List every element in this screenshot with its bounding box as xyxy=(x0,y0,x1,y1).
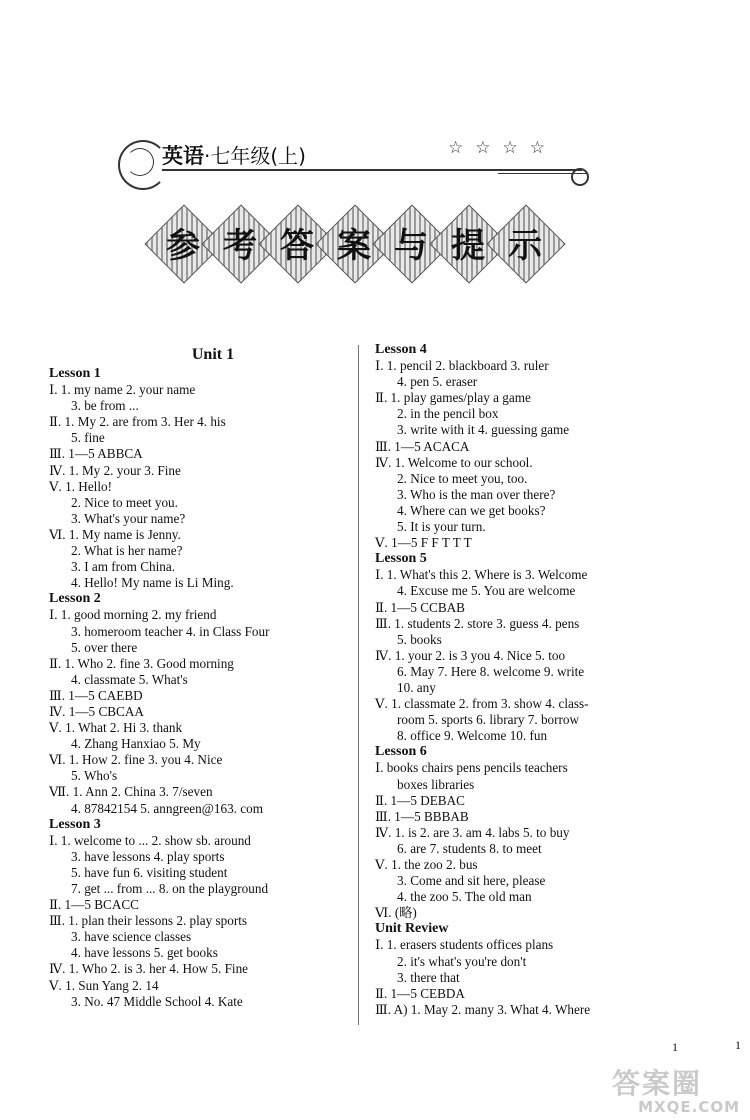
answer-line: 4. 87842154 5. anngreen@163. com xyxy=(71,800,263,816)
answer-line: Ⅴ. 1. What 2. Hi 3. thank xyxy=(49,720,183,736)
answer-line: Ⅰ. 1. welcome to ... 2. show sb. around xyxy=(49,832,251,848)
answer-line: 2. in the pencil box xyxy=(397,406,499,422)
answer-line: Ⅱ. 1—5 BCACC xyxy=(49,897,139,913)
answer-line: 3. Who is the man over there? xyxy=(397,486,556,502)
answer-line: 2. Nice to meet you. xyxy=(71,494,178,510)
answer-line: Ⅰ. 1. my name 2. your name xyxy=(49,382,196,398)
book-title: 英语·七年级(上) xyxy=(162,144,306,168)
answer-line: 6. are 7. students 8. to meet xyxy=(397,840,542,856)
answer-line: Ⅰ. 1. What's this 2. Where is 3. Welcome xyxy=(375,567,588,583)
answer-line: Ⅳ. 1. your 2. is 3 you 4. Nice 5. too xyxy=(375,647,566,663)
answer-line: 5. fine xyxy=(71,430,105,446)
page-title xyxy=(152,212,572,312)
title-char: 与 xyxy=(380,212,442,274)
answer-line: Ⅰ. 1. good morning 2. my friend xyxy=(49,607,217,623)
answer-line: 5. have fun 6. visiting student xyxy=(71,864,228,880)
answer-line: Ⅰ. 1. erasers students offices plans xyxy=(375,937,554,953)
answer-line: Ⅵ. (略) xyxy=(375,905,417,921)
answer-line: 8. office 9. Welcome 10. fun xyxy=(397,728,548,744)
answer-line: 2. it's what's you're don't xyxy=(397,953,527,969)
answer-line: Ⅱ. 1—5 CEBDA xyxy=(375,985,465,1001)
book-header xyxy=(118,132,598,202)
answer-line: 3. homeroom teacher 4. in Class Four xyxy=(71,623,270,639)
watermark-logo xyxy=(612,1062,740,1118)
answer-line: Ⅱ. 1—5 DEBAC xyxy=(375,792,465,808)
answers-left-column xyxy=(49,344,349,1010)
answer-line: 5. over there xyxy=(71,639,138,655)
title-char: 参 xyxy=(152,212,214,274)
lesson-heading: Unit Review xyxy=(375,921,449,937)
answer-line: 4. the zoo 5. The old man xyxy=(397,889,532,905)
watermark-en: MXQE.COM xyxy=(638,1098,740,1116)
lesson-heading: Lesson 4 xyxy=(375,342,427,357)
answer-line: 3. No. 47 Middle School 4. Kate xyxy=(71,993,243,1009)
page-number: 1 xyxy=(672,1040,678,1054)
answer-line: Ⅱ. 1—5 CCBAB xyxy=(375,599,465,615)
column-divider xyxy=(358,345,359,1025)
answer-line: Ⅴ. 1. classmate 2. from 3. show 4. class- xyxy=(375,696,589,712)
title-char: 示 xyxy=(494,212,556,274)
title-char: 答 xyxy=(266,212,328,274)
answer-line: 4. Zhang Hanxiao 5. My xyxy=(71,736,201,752)
answer-line: Ⅵ. 1. My name is Jenny. xyxy=(49,526,181,542)
lesson-heading: Lesson 3 xyxy=(49,816,101,832)
answer-line: 4. pen 5. eraser xyxy=(397,374,478,390)
answer-line: Ⅲ. 1—5 ACACA xyxy=(375,438,470,454)
answer-line: Ⅳ. 1. My 2. your 3. Fine xyxy=(49,462,181,478)
answer-line: 3. Come and sit here, please xyxy=(397,873,546,889)
answer-line: Ⅰ. books chairs pens pencils teachers xyxy=(375,760,568,776)
lesson-heading: Lesson 1 xyxy=(49,366,101,381)
answer-line: 6. May 7. Here 8. welcome 9. write xyxy=(397,663,585,679)
answer-line: 3. have science classes xyxy=(71,929,192,945)
answer-line: Ⅳ. 1—5 CBCAA xyxy=(49,703,144,719)
answer-line: Ⅳ. 1. Welcome to our school. xyxy=(375,454,533,470)
answer-line: Ⅰ. 1. pencil 2. blackboard 3. ruler xyxy=(375,358,549,374)
answer-line: Ⅱ. 1. Who 2. fine 3. Good morning xyxy=(49,655,234,671)
answer-line: 4. Excuse me 5. You are welcome xyxy=(397,583,576,599)
answer-line: 5. It is your turn. xyxy=(397,519,486,535)
title-char: 案 xyxy=(323,212,385,274)
answers-right-column xyxy=(375,342,705,1018)
answer-line: 4. Hello! My name is Li Ming. xyxy=(71,575,234,591)
ring-ornament-icon xyxy=(571,168,589,186)
answer-line: 4. classmate 5. What's xyxy=(71,671,188,687)
answer-line: Ⅲ. 1—5 CAEBD xyxy=(49,687,143,703)
answer-line: Ⅱ. 1. play games/play a game xyxy=(375,390,531,406)
answer-line: Ⅲ. 1. students 2. store 3. guess 4. pens xyxy=(375,615,580,631)
answer-line: Ⅴ. 1. Hello! xyxy=(49,478,112,494)
answer-line: 4. have lessons 5. get books xyxy=(71,945,218,961)
watermark-cn: 答案圈 xyxy=(612,1067,703,1100)
answer-line: room 5. sports 6. library 7. borrow xyxy=(397,712,580,728)
answer-line: 3. What's your name? xyxy=(71,510,186,526)
answer-line: Ⅲ. 1—5 ABBCA xyxy=(49,446,143,462)
answer-line: 3. I am from China. xyxy=(71,559,176,575)
answer-line: Ⅴ. 1. Sun Yang 2. 14 xyxy=(49,977,159,993)
answer-line: Ⅳ. 1. is 2. are 3. am 4. labs 5. to buy xyxy=(375,824,570,840)
answer-line: 3. be from ... xyxy=(71,398,139,414)
answer-line: Ⅲ. A) 1. May 2. many 3. What 4. Where xyxy=(375,1001,591,1017)
lesson-heading: Lesson 5 xyxy=(375,551,427,567)
lesson-heading: Lesson 6 xyxy=(375,744,427,760)
answer-line: Ⅳ. 1. Who 2. is 3. her 4. How 5. Fine xyxy=(49,961,249,977)
answer-line: boxes libraries xyxy=(397,776,475,792)
unit-title: Unit 1 xyxy=(191,346,235,363)
answer-line: 2. What is her name? xyxy=(71,543,183,559)
answer-line: 2. Nice to meet you, too. xyxy=(397,470,528,486)
answer-line: 3. there that xyxy=(397,969,460,985)
left-answer-lines xyxy=(49,366,349,1010)
difficulty-stars-icon: ☆☆☆☆ xyxy=(448,138,557,158)
answer-line: 4. Where can we get books? xyxy=(397,502,546,518)
corner-mark: 1 xyxy=(735,1038,741,1052)
answer-line: Ⅴ. 1. the zoo 2. bus xyxy=(375,857,478,872)
lesson-heading: Lesson 2 xyxy=(49,591,101,607)
swirl-inner-icon xyxy=(126,148,154,176)
answer-line: 7. get ... from ... 8. on the playground xyxy=(71,881,269,896)
title-char: 考 xyxy=(209,212,271,274)
answer-line: 10. any xyxy=(397,679,436,695)
answer-line: Ⅲ. 1—5 BBBAB xyxy=(375,808,469,824)
answer-line: 3. write with it 4. guessing game xyxy=(397,422,570,438)
answer-line: 3. have lessons 4. play sports xyxy=(71,848,225,864)
answer-line: Ⅵ. 1. How 2. fine 3. you 4. Nice xyxy=(49,752,223,768)
title-char: 提 xyxy=(437,212,499,274)
answer-line: 5. Who's xyxy=(71,768,118,784)
answer-line: Ⅴ. 1—5 F F T T T xyxy=(375,535,472,551)
answer-line: 5. books xyxy=(397,631,442,647)
answer-line: Ⅲ. 1. plan their lessons 2. play sports xyxy=(49,913,248,929)
book-grade: ·七年级(上) xyxy=(204,144,306,168)
answer-line: Ⅶ. 1. Ann 2. China 3. 7/seven xyxy=(49,784,213,800)
right-answer-lines xyxy=(375,342,705,1018)
answer-line: Ⅱ. 1. My 2. are from 3. Her 4. his xyxy=(49,414,226,430)
